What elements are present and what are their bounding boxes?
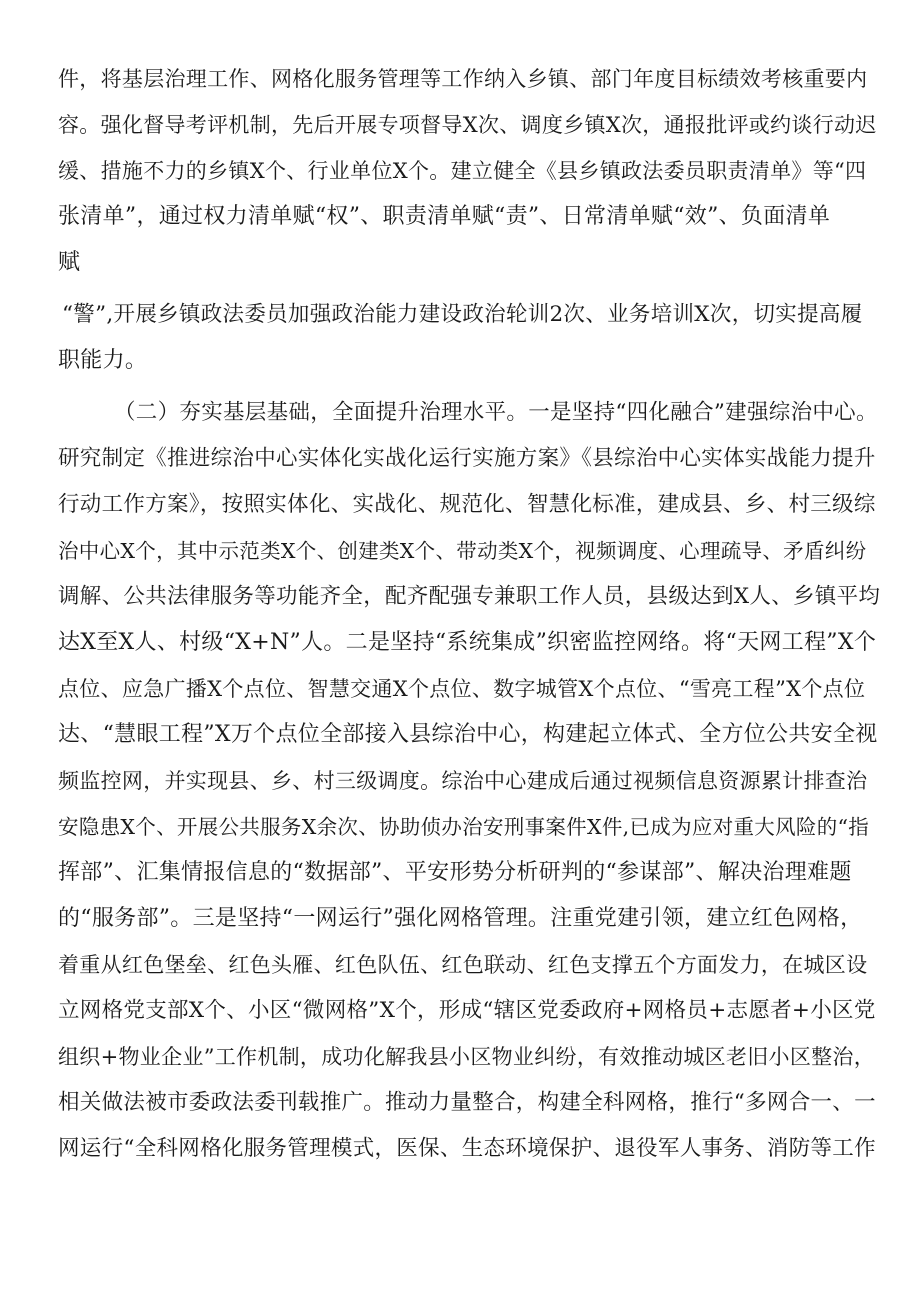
paragraph-1 <box>58 56 880 286</box>
text-line <box>58 1172 880 1218</box>
section-heading-line: （二）夯实基层基础，全面提升治理水平。一是坚持“四化融合”建强综治中心。 <box>114 400 878 425</box>
text-line: 立网格党支部X个、小区“微网格”X个，形成“辖区党委政府+网格员+志愿者+小区党 <box>58 998 876 1023</box>
paragraph-2 <box>58 292 880 384</box>
document-page <box>58 56 880 1218</box>
text-line: 治中心X个，其中示范类X个、创建类X个、带动类X个，视频调度、心理疏导、矛盾纠纷 <box>58 539 867 563</box>
text-line: 达、“慧眼工程”X万个点位全部接入县综治中心，构建起立体式、全方位公共安全视 <box>58 722 878 747</box>
text-line: 频监控网，并实现县、乡、村三级调度。综治中心建成后通过视频信息资源累计排查治 <box>58 769 868 793</box>
text-line: 组织+物业企业”工作机制，成功化解我县小区物业纠纷，有效推动城区老旧小区整治， <box>58 1045 876 1069</box>
text-line: 点位、应急广播X个点位、智慧交通X个点位、数字城管X个点位、“雪亮工程”X个点位 <box>58 677 866 701</box>
text-line: 网运行“全科网格化服务管理模式，医保、生态环境保护、退役军人事务、消防等工作 <box>58 1136 876 1161</box>
text-line: 调解、公共法律服务等功能齐全，配齐配强专兼职工作人员，县级达到X人、乡镇平均 <box>58 584 881 609</box>
text-line: 安隐患X个、开展公共服务X余次、协助侦办治安刑事案件X件,已成为应对重大风险的“指 <box>58 815 870 839</box>
text-line: 件，将基层治理工作、网格化服务管理等工作纳入乡镇、部门年度目标绩效考核重要内 <box>58 67 868 91</box>
text-line: 张清单”，通过权力清单赋“权”、职责清单赋“责”、日常清单赋“效”、负面清单 <box>58 204 831 229</box>
text-line: 缓、措施不力的乡镇X个、行业单位X个。建立健全《县乡镇政法委员职责清单》等“四 <box>58 159 867 183</box>
text-line: 着重从红色堡垒、红色头雁、红色队伍、红色联动、红色支撑五个方面发力，在城区设 <box>58 953 868 977</box>
text-line: 容。强化督导考评机制，先后开展专项督导X次、调度乡镇X次，通报批评或约谈行动迟 <box>58 113 877 137</box>
text-line: 行动工作方案》，按照实体化、实战化、规范化、智慧化标准，建成县、乡、村三级综 <box>58 492 876 517</box>
text-line: 达X至X人、村级“X+N”人。二是坚持“系统集成”织密监控网络。将“天网工程”X个 <box>58 630 877 655</box>
text-line: 赋 <box>58 250 81 275</box>
text-line: 的“服务部”。三是坚持“一网运行”强化网格管理。注重党建引领，建立红色网格， <box>58 906 863 931</box>
text-line: 挥部”、汇集情报信息的“数据部”、平安形势分析研判的“参谋部”、解决治理难题 <box>58 860 852 885</box>
text-line: 职能力。 <box>58 348 148 373</box>
text-line: 研究制定《推进综治中心实体化实战化运行实施方案》《县综治中心实体实战能力提升 <box>58 446 876 471</box>
text-line: 相关做法被市委政法委刊载推广。推动力量整合，构建全科网格，推行“多网合一、一 <box>58 1090 876 1115</box>
paragraph-3 <box>58 390 880 1218</box>
text-line: “警”,开展乡镇政法委员加强政治能力建设政治轮训2次、业务培训X次，切实提高履 <box>62 302 863 327</box>
